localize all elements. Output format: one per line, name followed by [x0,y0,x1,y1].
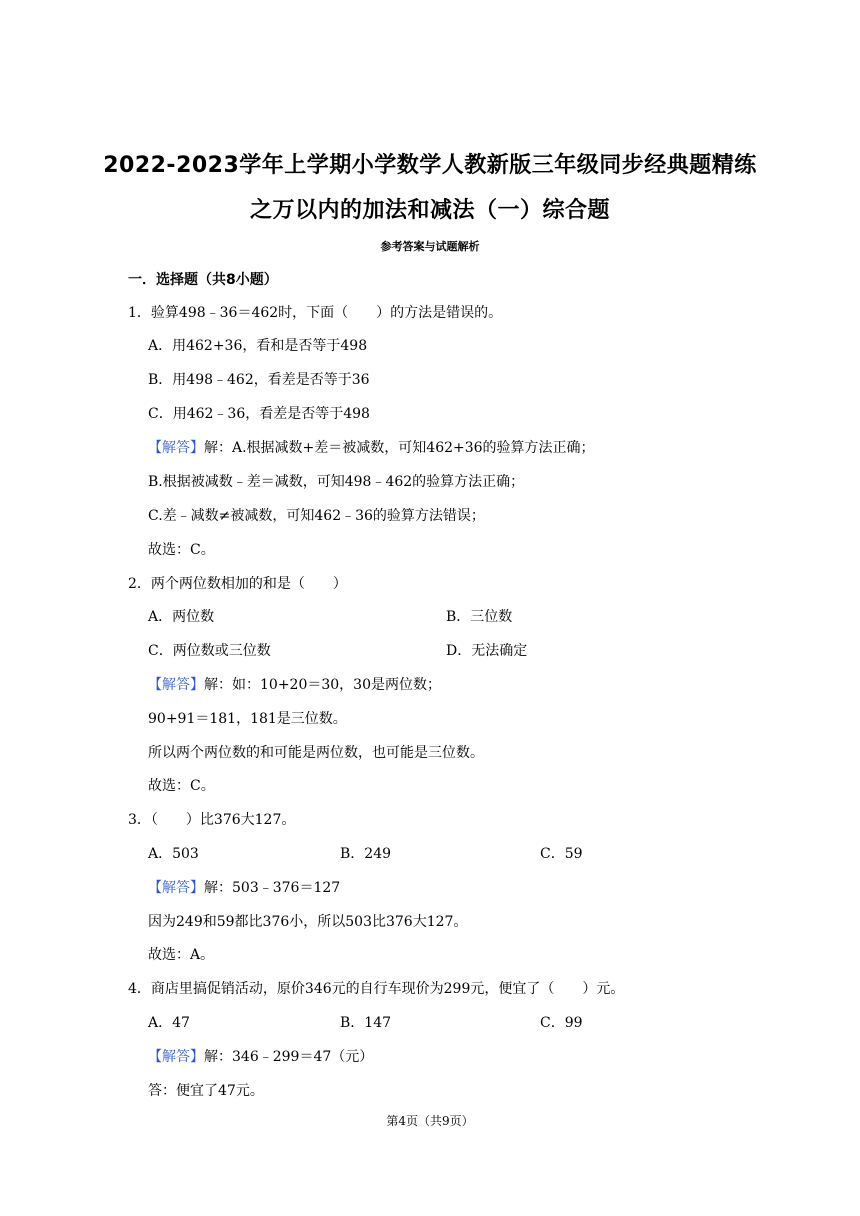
question-1-solution-2: B.根据被减数﹣差＝减数，可知498﹣462的验算方法正确； [148,474,525,490]
question-2-option-b: B．三位数 [446,609,513,625]
question-3-solution-2: 因为249和59都比376小，所以503比376大127。 [148,914,468,930]
question-1-answer: 故选：C。 [148,542,215,558]
question-4-stem: 4．商店里搞促销活动，原价346元的自行车现价为299元，便宜了（ ）元。 [128,981,625,997]
question-2-solution-1: 【解答】解：如：10+20＝30，30是两位数； [148,677,441,693]
question-3-stem: 3．（ ）比376大127。 [128,812,296,828]
question-1-stem: 1．验算498﹣36＝462时，下面（ ）的方法是错误的。 [128,305,503,321]
question-3-solution-1: 【解答】解：503﹣376＝127 [148,880,341,896]
page-footer: 第4页（共9页） [386,1114,474,1128]
question-2-stem: 2．两个两位数相加的和是（ ） [128,576,347,592]
answer-tag: 【解答】 [148,677,204,693]
subtitle: 参考答案与试题解析 [380,240,480,253]
question-4-solution-2: 答：便宜了47元。 [148,1083,264,1099]
answer-tag: 【解答】 [148,1049,204,1065]
title-line-2: 之万以内的加法和减法（一）综合题 [249,198,610,223]
question-2-option-a: A．两位数 [148,609,215,625]
section-heading: 一．选择题（共8小题） [128,272,278,288]
question-1-option-a: A．用462+36，看和是否等于498 [148,338,368,354]
question-4-option-c: C．99 [540,1015,583,1031]
question-1-solution-3: C.差﹣减数≠被减数，可知462﹣36的验算方法错误； [148,508,485,524]
question-3-answer: 故选：A。 [148,947,215,963]
question-3-option-a: A．503 [148,846,199,862]
title-line-1: 2022-2023学年上学期小学数学人教新版三年级同步经典题精练 [103,153,757,178]
question-2-solution-3: 所以两个两位数的和可能是两位数，也可能是三位数。 [148,745,484,761]
question-2-option-d: D．无法确定 [446,643,528,659]
question-3-option-c: C．59 [540,846,583,862]
answer-tag: 【解答】 [148,440,204,456]
question-4-option-b: B．147 [340,1015,392,1031]
question-2-option-c: C．两位数或三位数 [148,643,271,659]
question-2-solution-2: 90+91＝181，181是三位数。 [148,711,347,727]
question-4-solution-1: 【解答】解：346﹣299＝47（元） [148,1049,374,1065]
question-1-solution-1: 【解答】解：A.根据减数+差＝被减数，可知462+36的验算方法正确； [148,440,595,456]
question-1-option-b: B．用498﹣462，看差是否等于36 [148,372,370,388]
question-4-option-a: A．47 [148,1015,190,1031]
question-1-option-c: C．用462﹣36，看差是否等于498 [148,406,370,422]
question-2-answer: 故选：C。 [148,778,215,794]
question-3-option-b: B．249 [340,846,392,862]
answer-tag: 【解答】 [148,880,204,896]
